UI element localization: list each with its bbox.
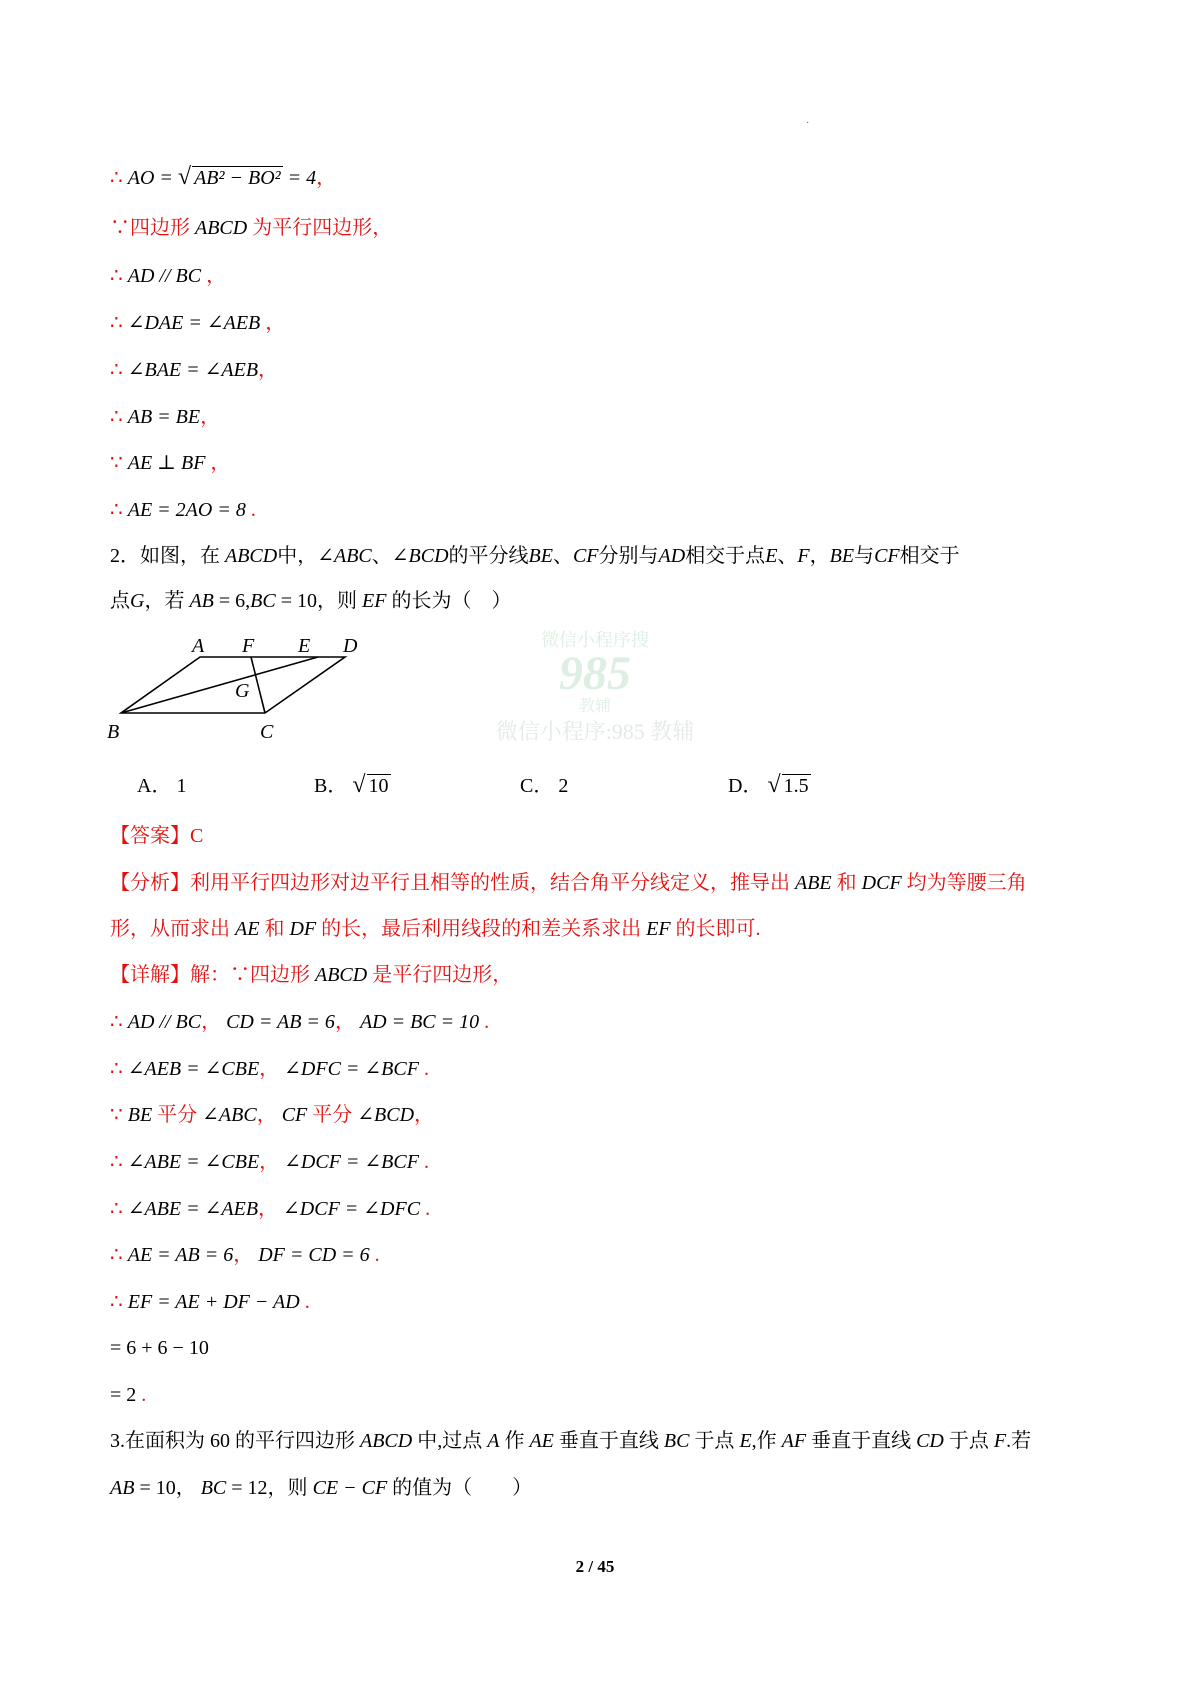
text-line bbox=[110, 1241, 380, 1269]
text-segment: ∴ bbox=[110, 312, 128, 334]
math-expression: E bbox=[739, 1430, 752, 1452]
math-expression: ∠ABE = ∠AEB bbox=[127, 1198, 259, 1220]
math-expression: CF bbox=[874, 545, 900, 567]
text-segment: 作 bbox=[499, 1430, 530, 1452]
text-segment: . bbox=[479, 1011, 490, 1033]
option-d-letter: D． bbox=[728, 775, 763, 797]
option-c-value: 2 bbox=[558, 775, 569, 797]
text-segment: ， bbox=[258, 359, 279, 381]
text-segment: ， bbox=[260, 312, 286, 334]
text-segment: . bbox=[136, 1384, 147, 1406]
math-expression: ∠DAE = ∠AEB bbox=[127, 312, 261, 334]
math-expression: AD bbox=[658, 545, 686, 567]
text-segment: ， bbox=[233, 1244, 259, 1266]
label-g: G bbox=[235, 680, 250, 702]
sqrt-icon: √ bbox=[767, 772, 781, 798]
math-expression: ABE bbox=[795, 872, 832, 894]
text-segment: ， bbox=[205, 452, 231, 474]
text-line bbox=[110, 1427, 1031, 1455]
text-line bbox=[110, 449, 230, 477]
option-a[interactable] bbox=[137, 772, 186, 800]
text-line bbox=[110, 403, 220, 431]
text-segment: 中， bbox=[277, 545, 318, 567]
text-line bbox=[110, 1474, 532, 1502]
text-segment: . bbox=[420, 1198, 431, 1220]
text-line bbox=[110, 1148, 429, 1176]
text-segment: ， bbox=[259, 1151, 285, 1173]
text-segment: ， bbox=[258, 1198, 284, 1220]
text-segment: 点 bbox=[110, 590, 130, 612]
math-expression: EF bbox=[362, 590, 387, 612]
option-a-value: 1 bbox=[176, 775, 187, 797]
math-expression: AE = AB = 6 bbox=[127, 1244, 234, 1266]
watermark-top: 微信小程序搜 bbox=[541, 630, 649, 650]
text-line bbox=[110, 496, 256, 524]
text-segment: 垂直于直线 bbox=[553, 1430, 664, 1452]
text-segment: = 6 + 6 − 10 bbox=[110, 1337, 209, 1359]
text-line bbox=[110, 1288, 310, 1316]
text-line bbox=[110, 1195, 430, 1223]
math-expression: EF = AE + DF − AD bbox=[127, 1291, 300, 1313]
option-c-letter: C． bbox=[520, 775, 554, 797]
text-segment: 【分析】利用平行四边形对边平行且相等的性质，结合角平分线定义，推导出 bbox=[110, 872, 795, 894]
text-segment: 的长即可. bbox=[670, 918, 761, 940]
text-segment: 的值为（ ） bbox=[387, 1477, 533, 1499]
text-line bbox=[110, 262, 226, 290]
text-segment: ∴ bbox=[110, 1058, 128, 1080]
text-line bbox=[110, 309, 285, 337]
math-expression: BC bbox=[250, 590, 276, 612]
text-segment: . bbox=[418, 1058, 429, 1080]
text-segment: 和 bbox=[831, 872, 862, 894]
text-segment: ∵四边形 bbox=[110, 217, 195, 239]
text-segment: 均为等腰三角 bbox=[901, 872, 1027, 894]
math-expression: AO = bbox=[127, 167, 178, 189]
math-expression: AD // BC bbox=[127, 265, 202, 287]
text-segment: 【详解】解：∵四边形 bbox=[110, 964, 315, 986]
option-b-value: 10 bbox=[368, 775, 389, 797]
math-expression: CF bbox=[281, 1104, 308, 1126]
text-segment: ∴ bbox=[110, 167, 128, 189]
text-segment: 平分 bbox=[307, 1104, 358, 1126]
math-expression: BE bbox=[829, 545, 855, 567]
math-expression: AB bbox=[189, 590, 214, 612]
math-expression: AB bbox=[110, 1477, 135, 1499]
text-segment: = 10， bbox=[134, 1477, 201, 1499]
text-line bbox=[110, 164, 336, 192]
text-segment: ， bbox=[316, 167, 337, 189]
label-c: C bbox=[260, 721, 274, 743]
text-line bbox=[110, 822, 203, 850]
text-line bbox=[110, 869, 1027, 897]
segment-be bbox=[121, 657, 318, 713]
text-line bbox=[110, 542, 960, 570]
text-segment: 、 bbox=[777, 545, 798, 567]
text-line bbox=[110, 1055, 429, 1083]
math-expression: AF bbox=[781, 1430, 807, 1452]
text-segment: 分别与 bbox=[598, 545, 659, 567]
text-segment: 相交于 bbox=[899, 545, 960, 567]
parallelogram-figure bbox=[100, 630, 380, 745]
math-expression: ABCD bbox=[360, 1430, 413, 1452]
math-expression: DCF bbox=[861, 872, 902, 894]
text-segment: 是平行四边形， bbox=[367, 964, 513, 986]
segment-cf bbox=[251, 657, 265, 713]
math-expression: BC bbox=[200, 1477, 227, 1499]
text-segment: 的长为（ ） bbox=[386, 590, 512, 612]
text-segment: = 10，则 bbox=[275, 590, 363, 612]
text-segment: ∴ bbox=[110, 1011, 128, 1033]
text-segment: 【答案】C bbox=[110, 825, 204, 847]
math-expression: ∠AEB = ∠CBE bbox=[127, 1058, 260, 1080]
text-segment: 3.在面积为 60 的平行四边形 bbox=[110, 1430, 360, 1452]
text-segment: ∴ bbox=[110, 499, 128, 521]
sqrt-icon: √ bbox=[177, 164, 192, 190]
text-segment: ∴ bbox=[110, 1291, 128, 1313]
option-d-value: 1.5 bbox=[783, 775, 809, 797]
text-line bbox=[110, 214, 392, 242]
math-expression: ∠ABE = ∠CBE bbox=[127, 1151, 260, 1173]
text-segment: 的长，最后利用线段的和差关系求出 bbox=[316, 918, 647, 940]
math-expression: ∠DCF = ∠DFC bbox=[283, 1198, 421, 1220]
option-b[interactable] bbox=[314, 772, 391, 800]
text-segment: ， bbox=[414, 1104, 435, 1126]
math-expression: BE bbox=[127, 1104, 153, 1126]
text-segment: = 2 bbox=[110, 1384, 137, 1406]
text-segment: 和 bbox=[259, 918, 290, 940]
text-segment: ， bbox=[256, 1104, 282, 1126]
text-segment: ， bbox=[809, 545, 830, 567]
text-segment: ∴ bbox=[110, 1151, 128, 1173]
math-expression: AE = 2AO = 8 bbox=[127, 499, 246, 521]
watermark-sub: 教辅 bbox=[578, 698, 611, 715]
math-expression: CE − CF bbox=[312, 1477, 388, 1499]
text-segment: 为平行四边形， bbox=[247, 217, 393, 239]
math-expression: AE bbox=[235, 918, 260, 940]
text-segment: . bbox=[245, 499, 256, 521]
math-expression: G bbox=[130, 590, 145, 612]
math-expression: ∠ABC bbox=[202, 1104, 257, 1126]
page-number: 2 / 45 bbox=[575, 1557, 615, 1576]
text-segment: ， bbox=[200, 406, 221, 428]
math-expression: A bbox=[487, 1430, 500, 1452]
option-b-letter: B． bbox=[314, 775, 348, 797]
label-d: D bbox=[343, 635, 358, 657]
text-segment: = 12，则 bbox=[226, 1477, 313, 1499]
math-expression: ∠DCF = ∠BCF bbox=[284, 1151, 419, 1173]
label-f: F bbox=[242, 635, 255, 657]
math-expression: CD = AB = 6 bbox=[226, 1011, 335, 1033]
text-segment: .若 bbox=[1006, 1430, 1032, 1452]
text-line bbox=[110, 1008, 489, 1036]
text-segment: ∴ bbox=[110, 406, 128, 428]
text-segment: ，若 bbox=[144, 590, 190, 612]
text-line bbox=[110, 1334, 209, 1362]
text-segment: 垂直于直线 bbox=[806, 1430, 917, 1452]
math-expression: ∠ABC bbox=[317, 545, 372, 567]
math-expression: BE bbox=[528, 545, 553, 567]
text-line bbox=[110, 356, 278, 384]
math-expression: AD // BC bbox=[127, 1011, 202, 1033]
text-line bbox=[110, 1101, 434, 1129]
text-segment: ， bbox=[201, 1011, 227, 1033]
text-segment: ， bbox=[334, 1011, 360, 1033]
text-line bbox=[110, 587, 511, 615]
sqrt-icon: √ bbox=[352, 772, 366, 798]
text-segment: . bbox=[299, 1291, 310, 1313]
text-segment: = 6, bbox=[213, 590, 251, 612]
math-expression: ∠BCD bbox=[391, 545, 449, 567]
math-expression: ABCD bbox=[195, 217, 248, 239]
text-segment: ， bbox=[201, 265, 227, 287]
text-segment: . bbox=[369, 1244, 380, 1266]
watermark-logo-number: 985 bbox=[559, 647, 631, 700]
math-expression: ∠BAE = ∠AEB bbox=[127, 359, 259, 381]
text-segment: 、 bbox=[371, 545, 392, 567]
text-segment: 相交于点 bbox=[685, 545, 766, 567]
math-expression: F bbox=[797, 545, 810, 567]
math-expression: F bbox=[993, 1430, 1007, 1452]
math-expression: AD = BC = 10 bbox=[359, 1011, 480, 1033]
math-expression: BC bbox=[663, 1430, 690, 1452]
text-segment: ∵ bbox=[110, 1104, 128, 1126]
math-expression: CD bbox=[916, 1430, 944, 1452]
page-marker: · bbox=[806, 118, 810, 129]
text-segment: ∴ bbox=[110, 359, 128, 381]
text-segment: 与 bbox=[854, 545, 875, 567]
text-segment: ， bbox=[259, 1058, 285, 1080]
label-a: A bbox=[192, 635, 205, 657]
text-segment: 、 bbox=[552, 545, 573, 567]
math-expression: AB = BE bbox=[127, 406, 201, 428]
text-segment: ∴ bbox=[110, 1244, 128, 1266]
text-line bbox=[110, 961, 512, 989]
math-expression: ∠BCD bbox=[357, 1104, 415, 1126]
label-b: B bbox=[107, 721, 120, 743]
text-segment: 于点 bbox=[943, 1430, 994, 1452]
math-expression: DF = CD = 6 bbox=[258, 1244, 370, 1266]
math-expression: ABCD bbox=[225, 545, 278, 567]
math-expression: E bbox=[765, 545, 778, 567]
text-line bbox=[110, 1381, 146, 1409]
text-segment: 平分 bbox=[152, 1104, 203, 1126]
watermark-bottom: 微信小程序:985 教辅 bbox=[495, 719, 695, 744]
watermark bbox=[480, 630, 710, 744]
math-expression: AE ⊥ BF bbox=[127, 452, 206, 474]
label-e: E bbox=[298, 635, 311, 657]
text-segment: ,作 bbox=[751, 1430, 782, 1452]
text-segment: 2．如图，在 bbox=[110, 545, 225, 567]
option-a-letter: A． bbox=[137, 775, 172, 797]
text-segment: . bbox=[418, 1151, 429, 1173]
parallelogram-abcd bbox=[121, 657, 345, 713]
math-expression: ABCD bbox=[315, 964, 368, 986]
text-line bbox=[110, 915, 761, 943]
text-segment: ∴ bbox=[110, 1198, 128, 1220]
math-expression: ∠DFC = ∠BCF bbox=[284, 1058, 419, 1080]
math-expression: AB² − BO² bbox=[194, 167, 281, 189]
math-expression: EF bbox=[646, 918, 671, 940]
math-expression: = 4 bbox=[282, 167, 317, 189]
text-segment: 形，从而求出 bbox=[110, 918, 235, 940]
text-segment: ∵ bbox=[110, 452, 128, 474]
math-expression: CF bbox=[572, 545, 599, 567]
math-expression: AE bbox=[529, 1430, 554, 1452]
text-segment: 的平分线 bbox=[448, 545, 529, 567]
option-d[interactable] bbox=[728, 772, 811, 800]
text-segment: 于点 bbox=[689, 1430, 740, 1452]
option-c[interactable] bbox=[520, 772, 568, 800]
text-segment: ∴ bbox=[110, 265, 128, 287]
text-segment: 中,过点 bbox=[412, 1430, 488, 1452]
math-expression: DF bbox=[289, 918, 317, 940]
